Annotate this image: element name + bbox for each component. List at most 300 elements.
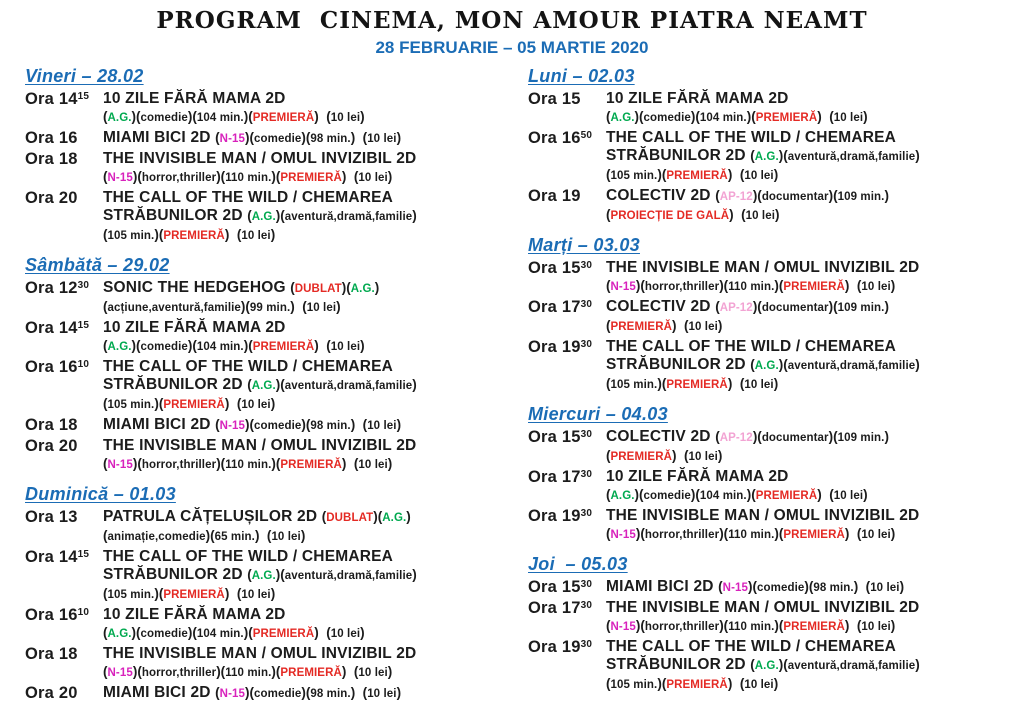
entry-lines [103, 129, 528, 148]
entry-lines [606, 129, 1020, 185]
text-segment: ) ( [844, 618, 862, 633]
text-segment: PREMIERĂ [666, 679, 728, 691]
text-segment: )( [752, 429, 762, 444]
text-segment: ) [396, 685, 402, 700]
text-segment: ) [717, 318, 723, 333]
text-segment: ( [715, 188, 720, 203]
text-segment: ) ( [817, 109, 834, 124]
text-segment: 10 ZILE FĂRĂ MAMA 2D [606, 90, 789, 107]
entry-line [103, 566, 528, 585]
text-segment: THE CALL OF THE WILD / CHEMAREA [606, 338, 897, 355]
text-segment: STRĂBUNILOR 2D [606, 356, 751, 373]
text-segment: ( [103, 664, 108, 679]
text-segment: ) [773, 376, 779, 391]
entry-line [606, 638, 1020, 656]
text-segment: 99 min. [249, 302, 291, 314]
entry-line [103, 189, 528, 207]
text-segment: MIAMI BICI 2D [103, 416, 216, 433]
text-segment: PREMIERĂ [163, 589, 225, 601]
showtime: Ora $19^{30}$ [528, 638, 593, 656]
text-segment: ( [247, 567, 252, 582]
showtime: Ora $16^{50}$ [528, 129, 593, 147]
text-segment: )( [301, 685, 311, 700]
entry-lines [103, 508, 528, 546]
text-segment: )( [216, 664, 226, 679]
text-segment: )( [752, 188, 762, 203]
entry-lines [606, 468, 1020, 505]
text-segment: THE CALL OF THE WILD / CHEMAREA [103, 189, 394, 206]
day-section [25, 255, 528, 474]
text-segment: 109 min. [837, 432, 885, 444]
text-segment: horror,thriller [644, 621, 720, 633]
entry-lines [103, 437, 528, 474]
text-segment: ( [606, 207, 611, 222]
text-segment: ) ( [314, 625, 331, 640]
text-segment: )( [275, 377, 285, 392]
entry-lines [606, 599, 1020, 636]
page-header [0, 8, 1024, 58]
entry-lines [606, 90, 1020, 127]
entry-line [606, 147, 1020, 166]
date-range: 28 FEBRUARIE – 05 MARTIE 2020 [375, 38, 649, 57]
text-segment: )( [373, 509, 383, 524]
text-segment: THE CALL OF THE WILD / CHEMAREA [103, 358, 394, 375]
text-segment: )( [275, 208, 285, 223]
text-segment: PREMIERĂ [783, 621, 845, 633]
entry-line [606, 656, 1020, 675]
text-segment: 105 min. [610, 170, 658, 182]
text-segment: 10 lei [358, 667, 388, 679]
text-segment: STRĂBUNILOR 2D [103, 207, 248, 224]
schedule-entry [528, 507, 1020, 544]
entry-lines [606, 507, 1020, 544]
text-segment: PATRULA CĂȚELUȘILOR 2D [103, 508, 322, 525]
text-segment: acțiune,aventură,familie [107, 302, 241, 314]
entry-line [103, 279, 528, 298]
showtime: Ora $15^{30}$ [528, 428, 593, 446]
text-segment: ( [215, 417, 220, 432]
showtime: Ora $12^{30}$ [25, 279, 90, 297]
text-segment: 98 min. [310, 133, 351, 145]
page-title: PROGRAM CINEMA, MON AMOUR PIATRA NEAMT [156, 7, 868, 34]
showtime: Ora $16^{10}$ [25, 358, 90, 376]
showtime: Ora $14^{15}$ [25, 548, 90, 566]
entry-lines [103, 189, 528, 245]
day-section [528, 404, 1020, 544]
text-segment: 105 min. [107, 399, 155, 411]
text-segment: )( [657, 676, 667, 691]
text-segment: ) ( [727, 376, 745, 391]
showtime: Ora $17^{30}$ [528, 468, 593, 486]
text-segment: ) [915, 148, 920, 163]
text-segment: ( [103, 338, 108, 353]
text-segment: COLECTIV 2D [606, 187, 716, 204]
schedule-entry [25, 358, 528, 414]
text-segment: )( [243, 109, 253, 124]
text-segment: AP-12 [719, 191, 753, 203]
entry-line [103, 226, 528, 245]
text-segment: ) [270, 586, 276, 601]
showtime: Ora $19^{30}$ [528, 338, 593, 356]
entry-lines [103, 548, 528, 604]
text-segment: 10 lei [833, 112, 864, 124]
text-segment: comedie [254, 688, 302, 700]
text-segment: 10 ZILE FĂRĂ MAMA 2D [103, 606, 286, 623]
showtime: Ora 18 [25, 645, 78, 663]
schedule-entry [528, 298, 1020, 336]
text-segment: ) ( [224, 586, 242, 601]
entry-line [103, 337, 528, 356]
schedule-entry [528, 187, 1020, 225]
schedule-entry [528, 259, 1020, 296]
entry-lines [606, 298, 1020, 336]
text-segment: 104 min. [196, 628, 244, 640]
text-segment: ) ( [254, 528, 272, 543]
text-segment: )( [154, 227, 164, 242]
text-segment: 98 min. [813, 582, 854, 594]
text-segment: 10 lei [688, 451, 718, 463]
text-segment: comedie [254, 420, 302, 432]
text-segment: PREMIERĂ [252, 112, 315, 124]
text-segment: A.G. [251, 211, 276, 223]
text-segment: ) [396, 130, 402, 145]
text-segment: ( [103, 299, 108, 314]
entry-line [103, 416, 528, 435]
schedule-entry [25, 279, 528, 317]
text-segment: DUBLAT [326, 512, 374, 524]
text-segment: ( [103, 227, 108, 242]
schedule-entry [25, 606, 528, 643]
text-segment: )( [746, 487, 756, 502]
text-segment: ) ( [224, 396, 242, 411]
text-segment: )( [828, 299, 838, 314]
text-segment: )( [271, 169, 281, 184]
text-segment: PREMIERĂ [610, 451, 673, 463]
text-segment: THE INVISIBLE MAN / OMUL INVIZIBIL 2D [103, 437, 417, 454]
text-segment: ) [775, 207, 780, 222]
entry-line [103, 108, 528, 127]
entry-line [103, 298, 528, 317]
text-segment: N-15 [219, 688, 245, 700]
text-segment: ) [412, 567, 417, 582]
text-segment: 110 min. [728, 621, 775, 633]
text-segment: ( [606, 278, 611, 293]
text-segment: ) [396, 417, 402, 432]
text-segment: 110 min. [225, 459, 272, 471]
entry-lines [103, 358, 528, 414]
text-segment: 110 min. [728, 281, 775, 293]
text-segment: STRĂBUNILOR 2D [103, 376, 248, 393]
text-segment: ) ( [341, 169, 359, 184]
text-segment: ) [890, 278, 896, 293]
text-segment: N-15 [722, 582, 748, 594]
text-segment: )( [240, 299, 250, 314]
schedule-entry [25, 129, 528, 148]
entry-line [606, 375, 1020, 394]
text-segment: )( [828, 429, 838, 444]
text-segment: ( [606, 487, 611, 502]
text-segment: documentar [761, 302, 829, 314]
entry-line [606, 507, 1020, 525]
schedule-entry [25, 416, 528, 435]
text-segment: ( [606, 618, 611, 633]
showtime: Ora $19^{30}$ [528, 507, 593, 525]
entry-line [606, 578, 1020, 597]
text-segment: ( [606, 376, 611, 391]
text-segment: ) [360, 625, 365, 640]
schedule-entry [25, 189, 528, 245]
entry-line [103, 319, 528, 337]
text-segment: )( [748, 579, 757, 594]
entry-line [103, 395, 528, 414]
text-segment: ) [412, 377, 417, 392]
text-segment: N-15 [107, 667, 133, 679]
text-segment: ( [715, 429, 720, 444]
text-segment: 10 lei [330, 628, 361, 640]
entry-lines [606, 578, 1020, 597]
text-segment: A.G. [251, 570, 276, 582]
text-segment: 10 lei [870, 582, 900, 594]
text-segment: )( [187, 338, 197, 353]
text-segment: comedie [643, 490, 691, 502]
text-segment: THE CALL OF THE WILD / CHEMAREA [103, 548, 394, 565]
text-segment: 104 min. [699, 490, 747, 502]
text-segment: )( [719, 278, 729, 293]
schedule-entry [528, 428, 1020, 466]
entry-line [103, 645, 528, 663]
text-segment: )( [301, 417, 311, 432]
text-segment: ( [103, 456, 108, 471]
text-segment: aventură,dramă,familie [284, 570, 413, 582]
showtime: Ora $14^{15}$ [25, 90, 90, 108]
text-segment: PREMIERĂ [610, 321, 673, 333]
entry-line [606, 617, 1020, 636]
text-segment: MIAMI BICI 2D [606, 578, 719, 595]
text-segment: ) [884, 429, 889, 444]
text-segment: )( [774, 278, 784, 293]
text-segment: COLECTIV 2D [606, 298, 716, 315]
text-segment: COLECTIV 2D [606, 428, 716, 445]
entry-line [606, 525, 1020, 544]
schedule-column [25, 66, 528, 713]
text-segment: ( [750, 357, 755, 372]
text-segment: ( [715, 299, 720, 314]
text-segment: 10 lei [688, 321, 718, 333]
text-segment: ) ( [672, 318, 689, 333]
text-segment: ) ( [341, 456, 359, 471]
text-segment: ) ( [350, 130, 368, 145]
text-segment: ) [899, 579, 905, 594]
showtime: Ora 18 [25, 416, 78, 434]
text-segment: ) [406, 509, 411, 524]
text-segment: ( [321, 509, 327, 524]
text-segment: ) [773, 167, 779, 182]
text-segment: THE INVISIBLE MAN / OMUL INVIZIBIL 2D [103, 645, 417, 662]
text-segment: 10 lei [367, 420, 397, 432]
text-segment: ) ( [341, 664, 359, 679]
day-section [528, 554, 1020, 694]
text-segment: )( [657, 167, 667, 182]
text-segment: 104 min. [699, 112, 747, 124]
text-segment: )( [746, 109, 756, 124]
text-segment: ) ( [727, 676, 745, 691]
text-segment: THE INVISIBLE MAN / OMUL INVIZIBIL 2D [606, 599, 920, 616]
text-segment: THE INVISIBLE MAN / OMUL INVIZIBIL 2D [606, 259, 920, 276]
text-segment: ) [915, 657, 920, 672]
text-segment: )( [271, 456, 281, 471]
text-segment: N-15 [610, 281, 636, 293]
schedule-column [528, 66, 1024, 713]
text-segment: 110 min. [225, 667, 272, 679]
text-segment: PREMIERĂ [783, 529, 845, 541]
text-segment: )( [690, 487, 700, 502]
schedule-entry [528, 638, 1020, 694]
text-segment: 10 lei [367, 133, 397, 145]
text-segment: PREMIERĂ [666, 379, 728, 391]
showtime: Ora $15^{30}$ [528, 259, 593, 277]
text-segment: )( [778, 657, 788, 672]
entry-line [606, 166, 1020, 185]
entry-lines [103, 684, 528, 703]
text-segment: ( [103, 528, 108, 543]
text-segment: ) ( [314, 338, 331, 353]
text-segment: ) [890, 618, 896, 633]
text-segment: 10 ZILE FĂRĂ MAMA 2D [103, 90, 286, 107]
text-segment: documentar [761, 191, 829, 203]
text-segment: STRĂBUNILOR 2D [606, 656, 751, 673]
text-segment: )( [301, 130, 311, 145]
day-heading: Sâmbătă – 29.02 [25, 255, 170, 275]
entry-lines [103, 150, 528, 187]
text-segment: THE INVISIBLE MAN / OMUL INVIZIBIL 2D [606, 507, 920, 524]
text-segment: A.G. [251, 380, 276, 392]
entry-line [103, 129, 528, 148]
entry-line [606, 129, 1020, 147]
entry-lines [103, 90, 528, 127]
showtime: Ora 20 [25, 437, 78, 455]
text-segment: N-15 [610, 529, 636, 541]
entry-line [606, 317, 1020, 336]
text-segment: A.G. [610, 490, 635, 502]
text-segment: comedie [140, 628, 188, 640]
text-segment: )( [243, 625, 253, 640]
text-segment: THE CALL OF THE WILD / CHEMAREA [606, 638, 897, 655]
text-segment: ) [300, 528, 306, 543]
showtime: Ora 20 [25, 189, 78, 207]
schedule-entry [25, 548, 528, 604]
text-segment: ) ( [350, 685, 368, 700]
text-segment: 105 min. [107, 230, 155, 242]
text-segment: ) ( [314, 109, 331, 124]
text-segment: animație,comedie [107, 531, 206, 543]
entry-line [606, 675, 1020, 694]
showtime: Ora $17^{30}$ [528, 599, 593, 617]
text-segment: )( [245, 685, 254, 700]
text-segment: )( [271, 664, 281, 679]
text-segment: )( [132, 169, 142, 184]
text-segment: comedie [140, 112, 188, 124]
showtime: Ora 13 [25, 508, 78, 526]
text-segment: ) [387, 664, 393, 679]
text-segment: THE INVISIBLE MAN / OMUL INVIZIBIL 2D [103, 150, 417, 167]
text-segment: A.G. [754, 360, 779, 372]
text-segment: ) ( [727, 167, 745, 182]
text-segment: A.G. [107, 628, 132, 640]
text-segment: PREMIERĂ [755, 112, 818, 124]
day-section [528, 66, 1020, 225]
text-segment: 109 min. [837, 191, 885, 203]
text-segment: )( [154, 586, 164, 601]
text-segment: ( [215, 130, 220, 145]
text-segment: )( [154, 396, 164, 411]
text-segment: MIAMI BICI 2D [103, 129, 216, 146]
text-segment: )( [719, 526, 729, 541]
text-segment: ) [270, 227, 276, 242]
text-segment: )( [131, 625, 141, 640]
text-segment: 10 lei [744, 379, 774, 391]
text-segment: 110 min. [728, 529, 775, 541]
text-segment: comedie [643, 112, 691, 124]
text-segment: )( [187, 109, 197, 124]
text-segment: ) ( [853, 579, 871, 594]
text-segment: 10 ZILE FĂRĂ MAMA 2D [606, 468, 789, 485]
showtime: Ora $16^{10}$ [25, 606, 90, 624]
text-segment: ) [915, 357, 920, 372]
text-segment: ) ( [844, 526, 862, 541]
text-segment: )( [635, 526, 645, 541]
text-segment: A.G. [754, 660, 779, 672]
text-segment: )( [690, 109, 700, 124]
entry-line [606, 428, 1020, 447]
text-segment: A.G. [382, 512, 407, 524]
text-segment: ( [718, 579, 723, 594]
text-segment: STRĂBUNILOR 2D [103, 566, 248, 583]
text-segment: 10 lei [744, 679, 774, 691]
text-segment: )( [719, 618, 729, 633]
schedule-entry [528, 338, 1020, 394]
text-segment: )( [275, 567, 285, 582]
entry-line [606, 90, 1020, 108]
text-segment: 109 min. [837, 302, 885, 314]
text-segment: comedie [254, 133, 302, 145]
text-segment: 105 min. [107, 589, 155, 601]
text-segment: ) [412, 208, 417, 223]
entry-lines [606, 428, 1020, 466]
entry-line [606, 447, 1020, 466]
schedule-entry [25, 437, 528, 474]
schedule-entry [25, 508, 528, 546]
text-segment: )( [216, 456, 226, 471]
text-segment: ) ( [672, 448, 689, 463]
text-segment: ) [863, 487, 868, 502]
text-segment: aventură,dramă,familie [787, 151, 916, 163]
text-segment: PREMIERĂ [280, 667, 342, 679]
text-segment: PREMIERĂ [163, 399, 225, 411]
entry-line [103, 527, 528, 546]
text-segment: ) ( [350, 417, 368, 432]
showtime: Ora $17^{30}$ [528, 298, 593, 316]
text-segment: 10 lei [745, 210, 776, 222]
text-segment: ( [215, 685, 220, 700]
entry-line [103, 455, 528, 474]
entry-line [606, 599, 1020, 617]
text-segment: 104 min. [196, 112, 244, 124]
schedule-entry [528, 599, 1020, 636]
text-segment: 105 min. [610, 679, 658, 691]
text-segment: PREMIERĂ [783, 281, 845, 293]
day-section [25, 66, 528, 245]
text-segment: )( [635, 618, 645, 633]
